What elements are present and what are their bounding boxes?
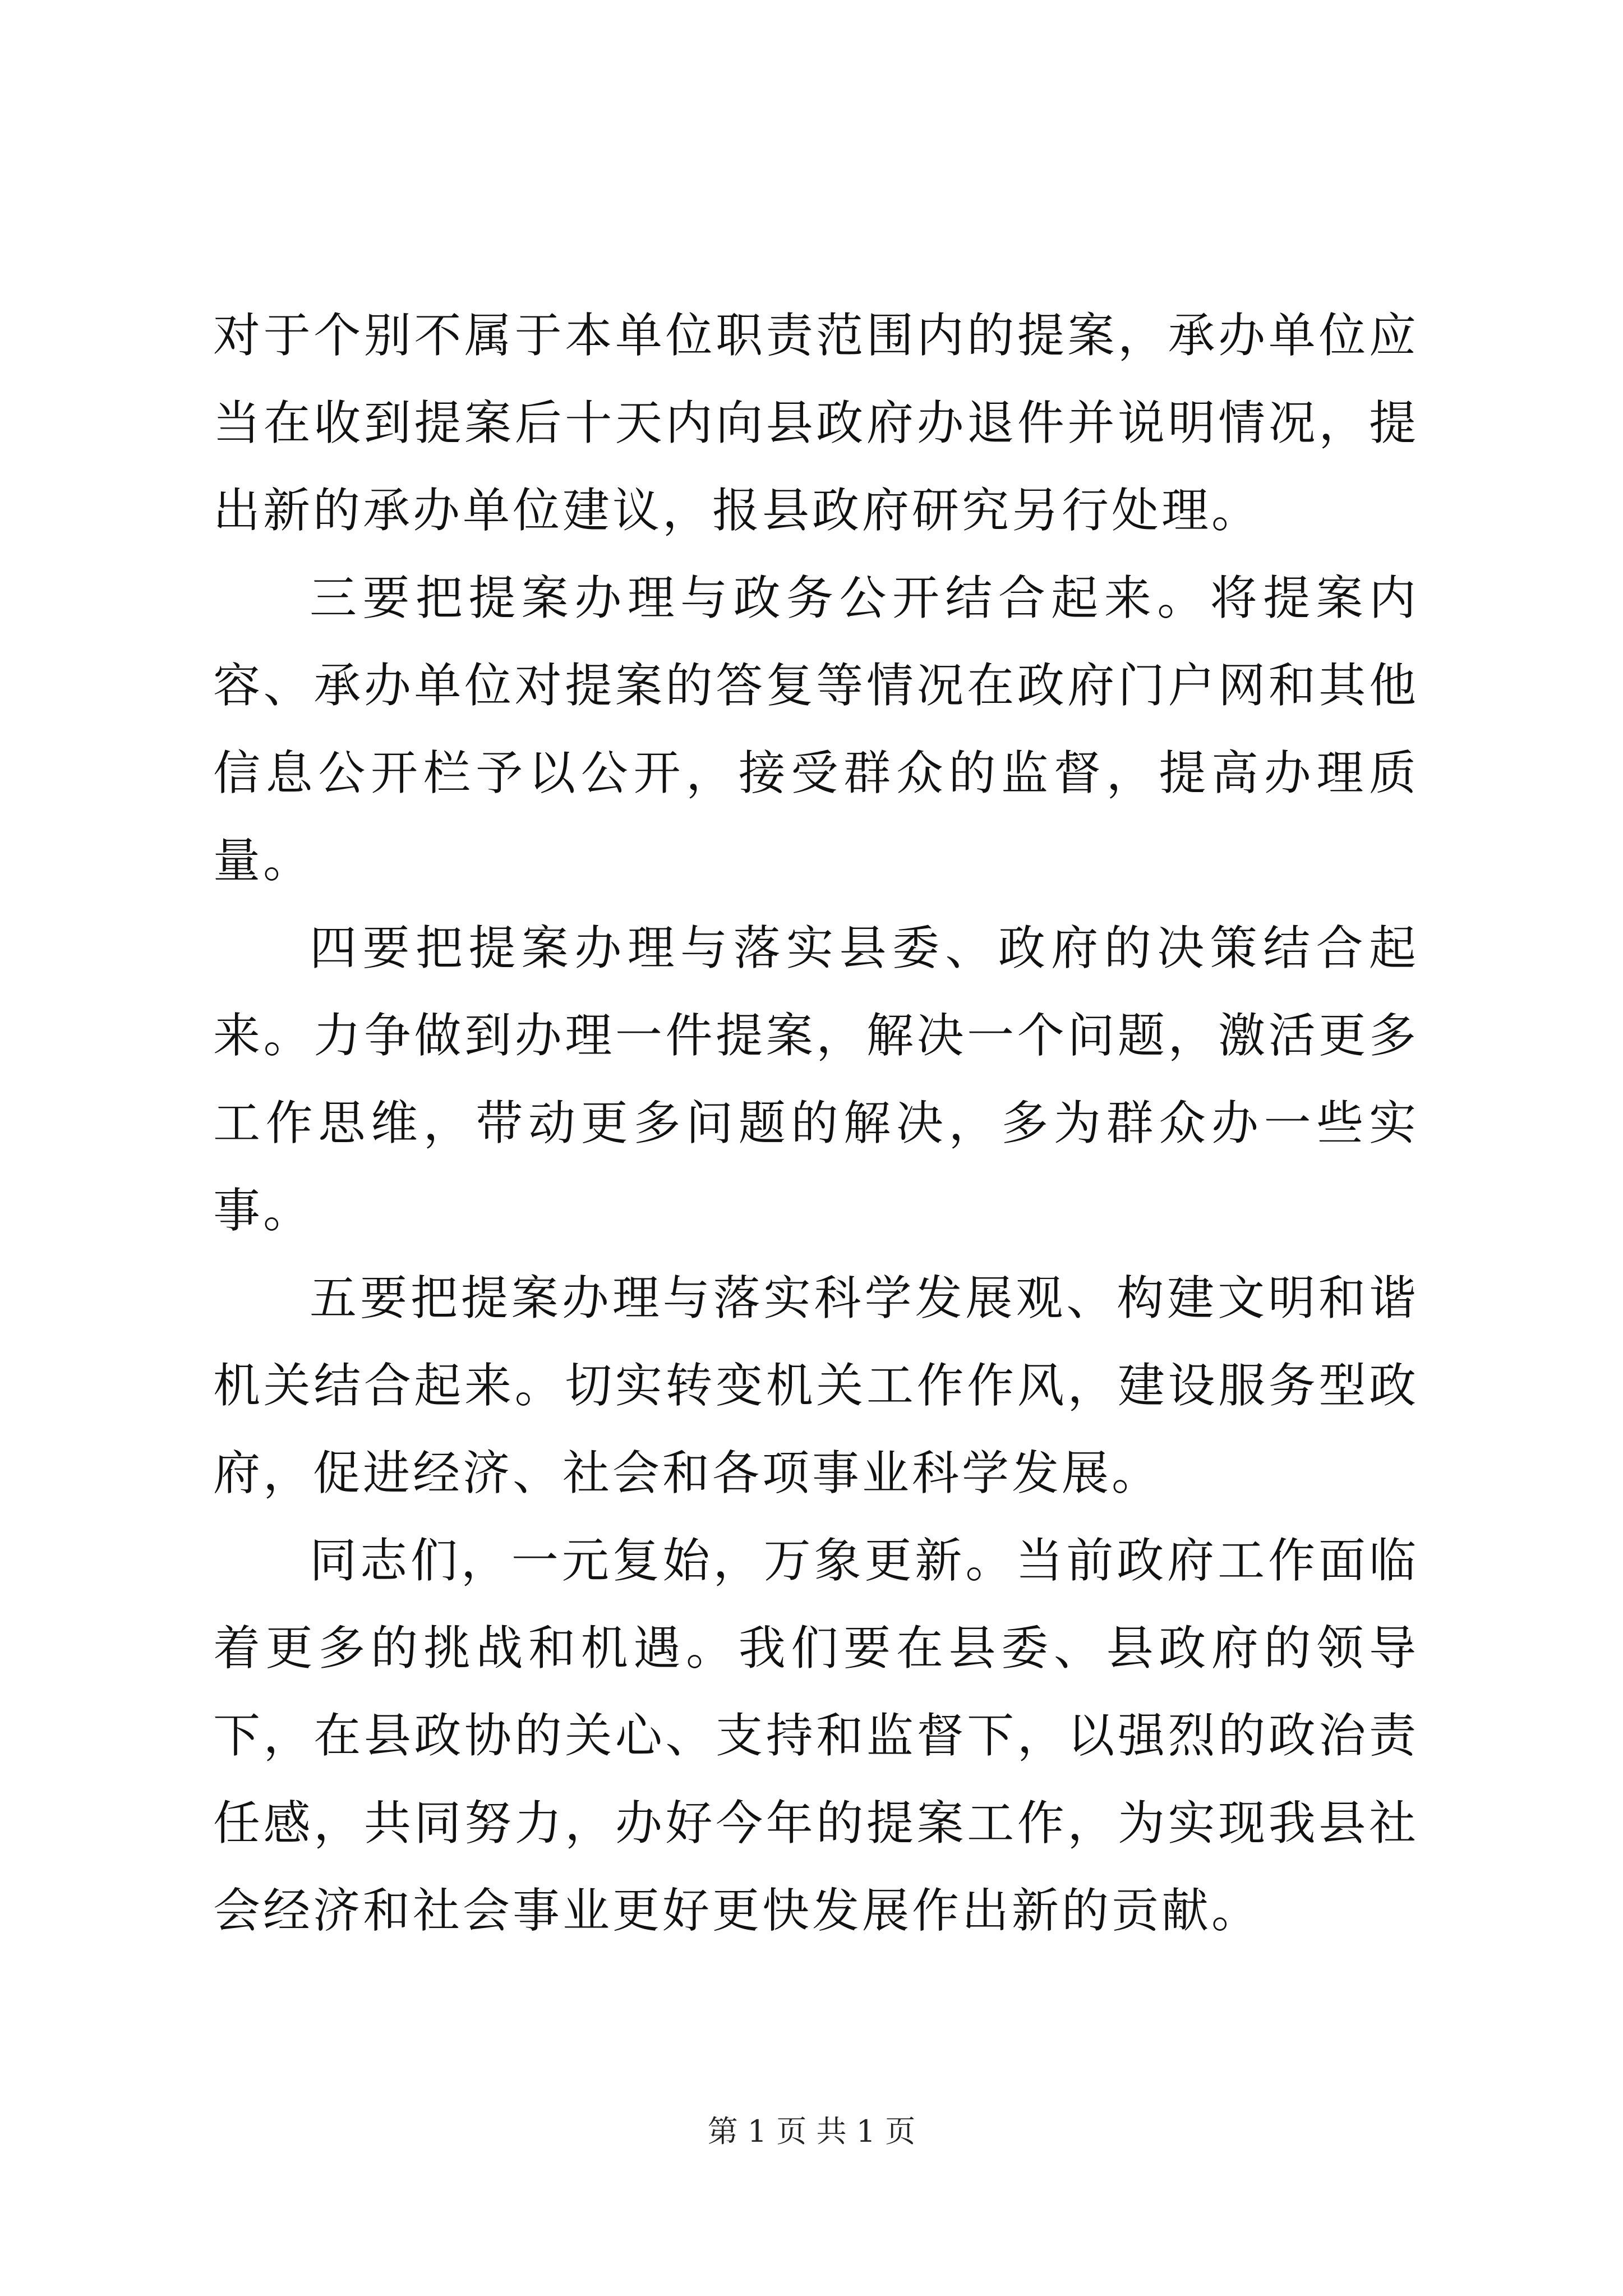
paragraph-5: 同志们，一元复始，万象更新。当前政府工作面临着更多的挑战和机遇。我们要在县委、县政府的领导下，在县政协的关心、支持和监督下，以强烈的政治责任感，共同努力，办好今年的提案工作，为实现我县社会经济和社会事业更好更快发展作出新的贡献。 [213,1533,1419,1938]
page-footer: 第 1 页 共 1 页 [707,2114,916,2149]
document-body [213,292,1419,1954]
paragraph-1: 对于个别不属于本单位职责范围内的提案，承办单位应当在收到提案后十天内向县政府办退件并说明情况，提出新的承办单位建议，报县政府研究另行处理。 [213,308,1419,538]
paragraph-3: 四要把提案办理与落实县委、政府的决策结合起来。力争做到办理一件提案，解决一个问题，激活更多工作思维，带动更多问题的解决，多为群众办一些实事。 [213,921,1419,1238]
paragraph-2: 三要把提案办理与政务公开结合起来。将提案内容、承办单位对提案的答复等情况在政府门户网和其他信息公开栏予以公开，接受群众的监督，提高办理质量。 [213,570,1419,888]
paragraph-4: 五要把提案办理与落实科学发展观、构建文明和谐机关结合起来。切实转变机关工作作风，建设服务型政府，促进经济、社会和各项事业科学发展。 [213,1271,1419,1501]
